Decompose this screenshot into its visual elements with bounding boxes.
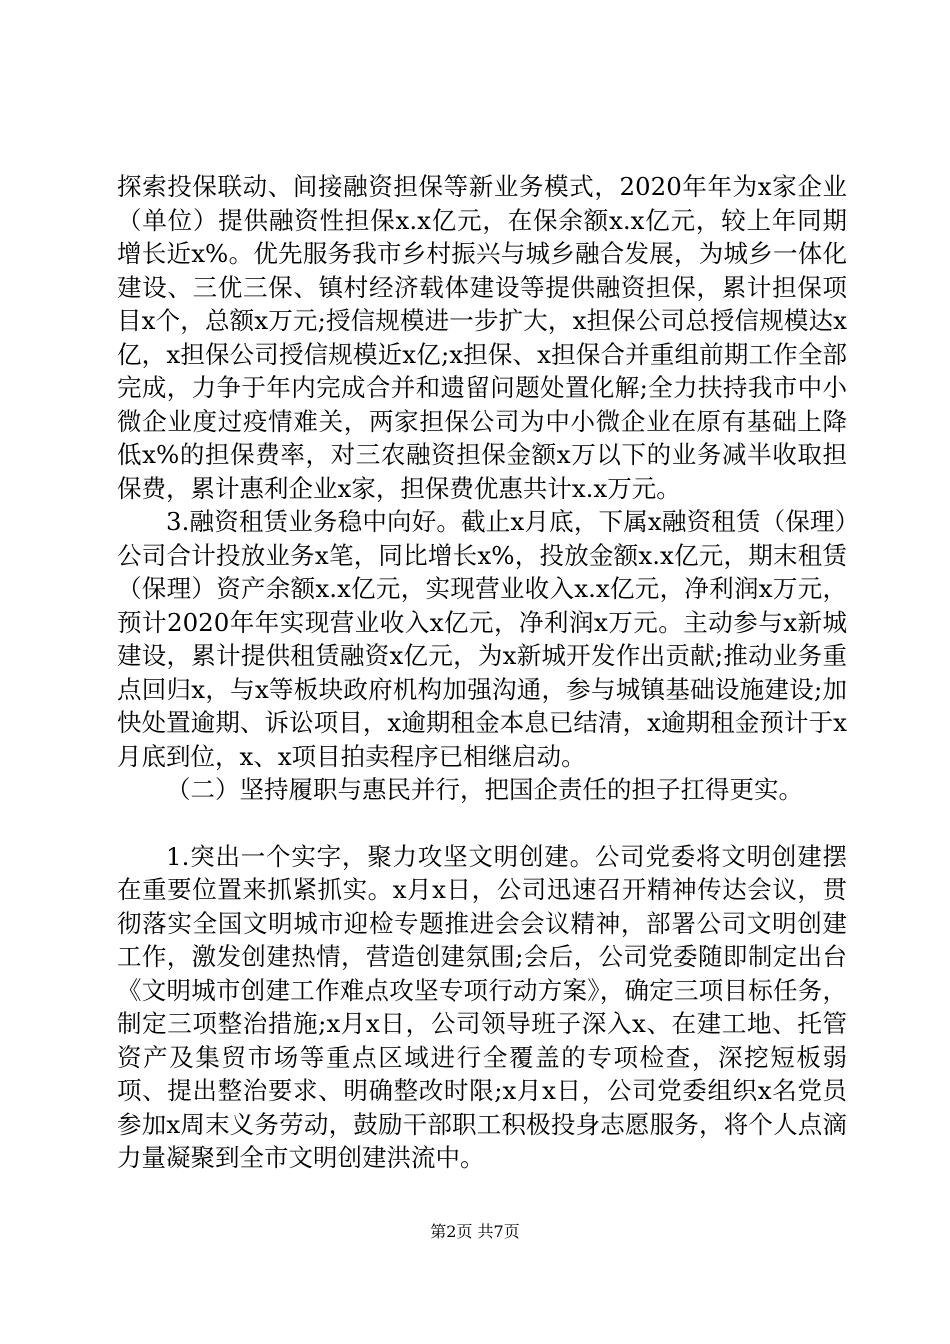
document-body: [117, 170, 847, 1175]
paragraph-spacer: [117, 807, 847, 840]
page-number-footer: 第2页 共7页: [430, 1222, 520, 1241]
paragraph-financial-leasing: 3.融资租赁业务稳中向好。截止x月底，下属x融资租赁（保理）公司合计投放业务x笔，同比增长x%，投放金额x.x亿元，期末租赁（保理）资产余额x.x亿元，实现营业收入x.x亿元，净利润x万元，预计2020年年实现营业收入x亿元，净利润x万元。主动参与x新城建设，累计提供租赁融资x亿元，为x新城开发作出贡献;推动业务重点回归x，与x等板块政府机构加强沟通，参与城镇基础设施建设;加快处置逾期、诉讼项目，x逾期租金本息已结清，x逾期租金预计于x月底到位，x、x项目拍卖程序已相继启动。: [117, 507, 847, 771]
paragraph-civilization-creation: 1.突出一个实字，聚力攻坚文明创建。公司党委将文明创建摆在重要位置来抓紧抓实。x月x日，公司迅速召开精神传达会议，贯彻落实全国文明城市迎检专题推进会会议精神，部署公司文明创建工作，激发创建热情，营造创建氛围;会后，公司党委随即制定出台《文明城市创建工作难点攻坚专项行动方案》，确定三项目标任务，制定三项整治措施;x月x日，公司领导班子深入x、在建工地、托管资产及集贸市场等重点区域进行全覆盖的专项检查，深挖短板弱项、提出整治要求、明确整改时限;x月x日，公司党委组织x名党员参加x周末义务劳动，鼓励干部职工积极投身志愿服务，将个人点滴力量凝聚到全市文明创建洪流中。: [117, 841, 847, 1172]
paragraph-guarantee-business: 探索投保联动、间接融资担保等新业务模式，2020年年为x家企业（单位）提供融资性担保x.x亿元，在保余额x.x亿元，较上年同期增长近x%。优先服务我市乡村振兴与城乡融合发展，为城乡一体化建设、三优三保、镇村经济载体建设等提供融资担保，累计担保项目x个，总额x万元;授信规模进一步扩大，x担保公司总授信规模达x亿，x担保公司授信规模近x亿;x担保、x担保合并重组前期工作全部完成，力争于年内完成合并和遗留问题处置化解;全力扶持我市中小微企业度过疫情难关，两家担保公司为中小微企业在原有基础上降低x%的担保费率，对三农融资担保金额x万以下的业务减半收取担保费，累计惠利企业x家，担保费优惠共计x.x万元。: [117, 172, 847, 503]
section-heading-duty-and-welfare: （二）坚持履职与惠民并行，把国企责任的担子扛得更实。: [166, 775, 803, 804]
